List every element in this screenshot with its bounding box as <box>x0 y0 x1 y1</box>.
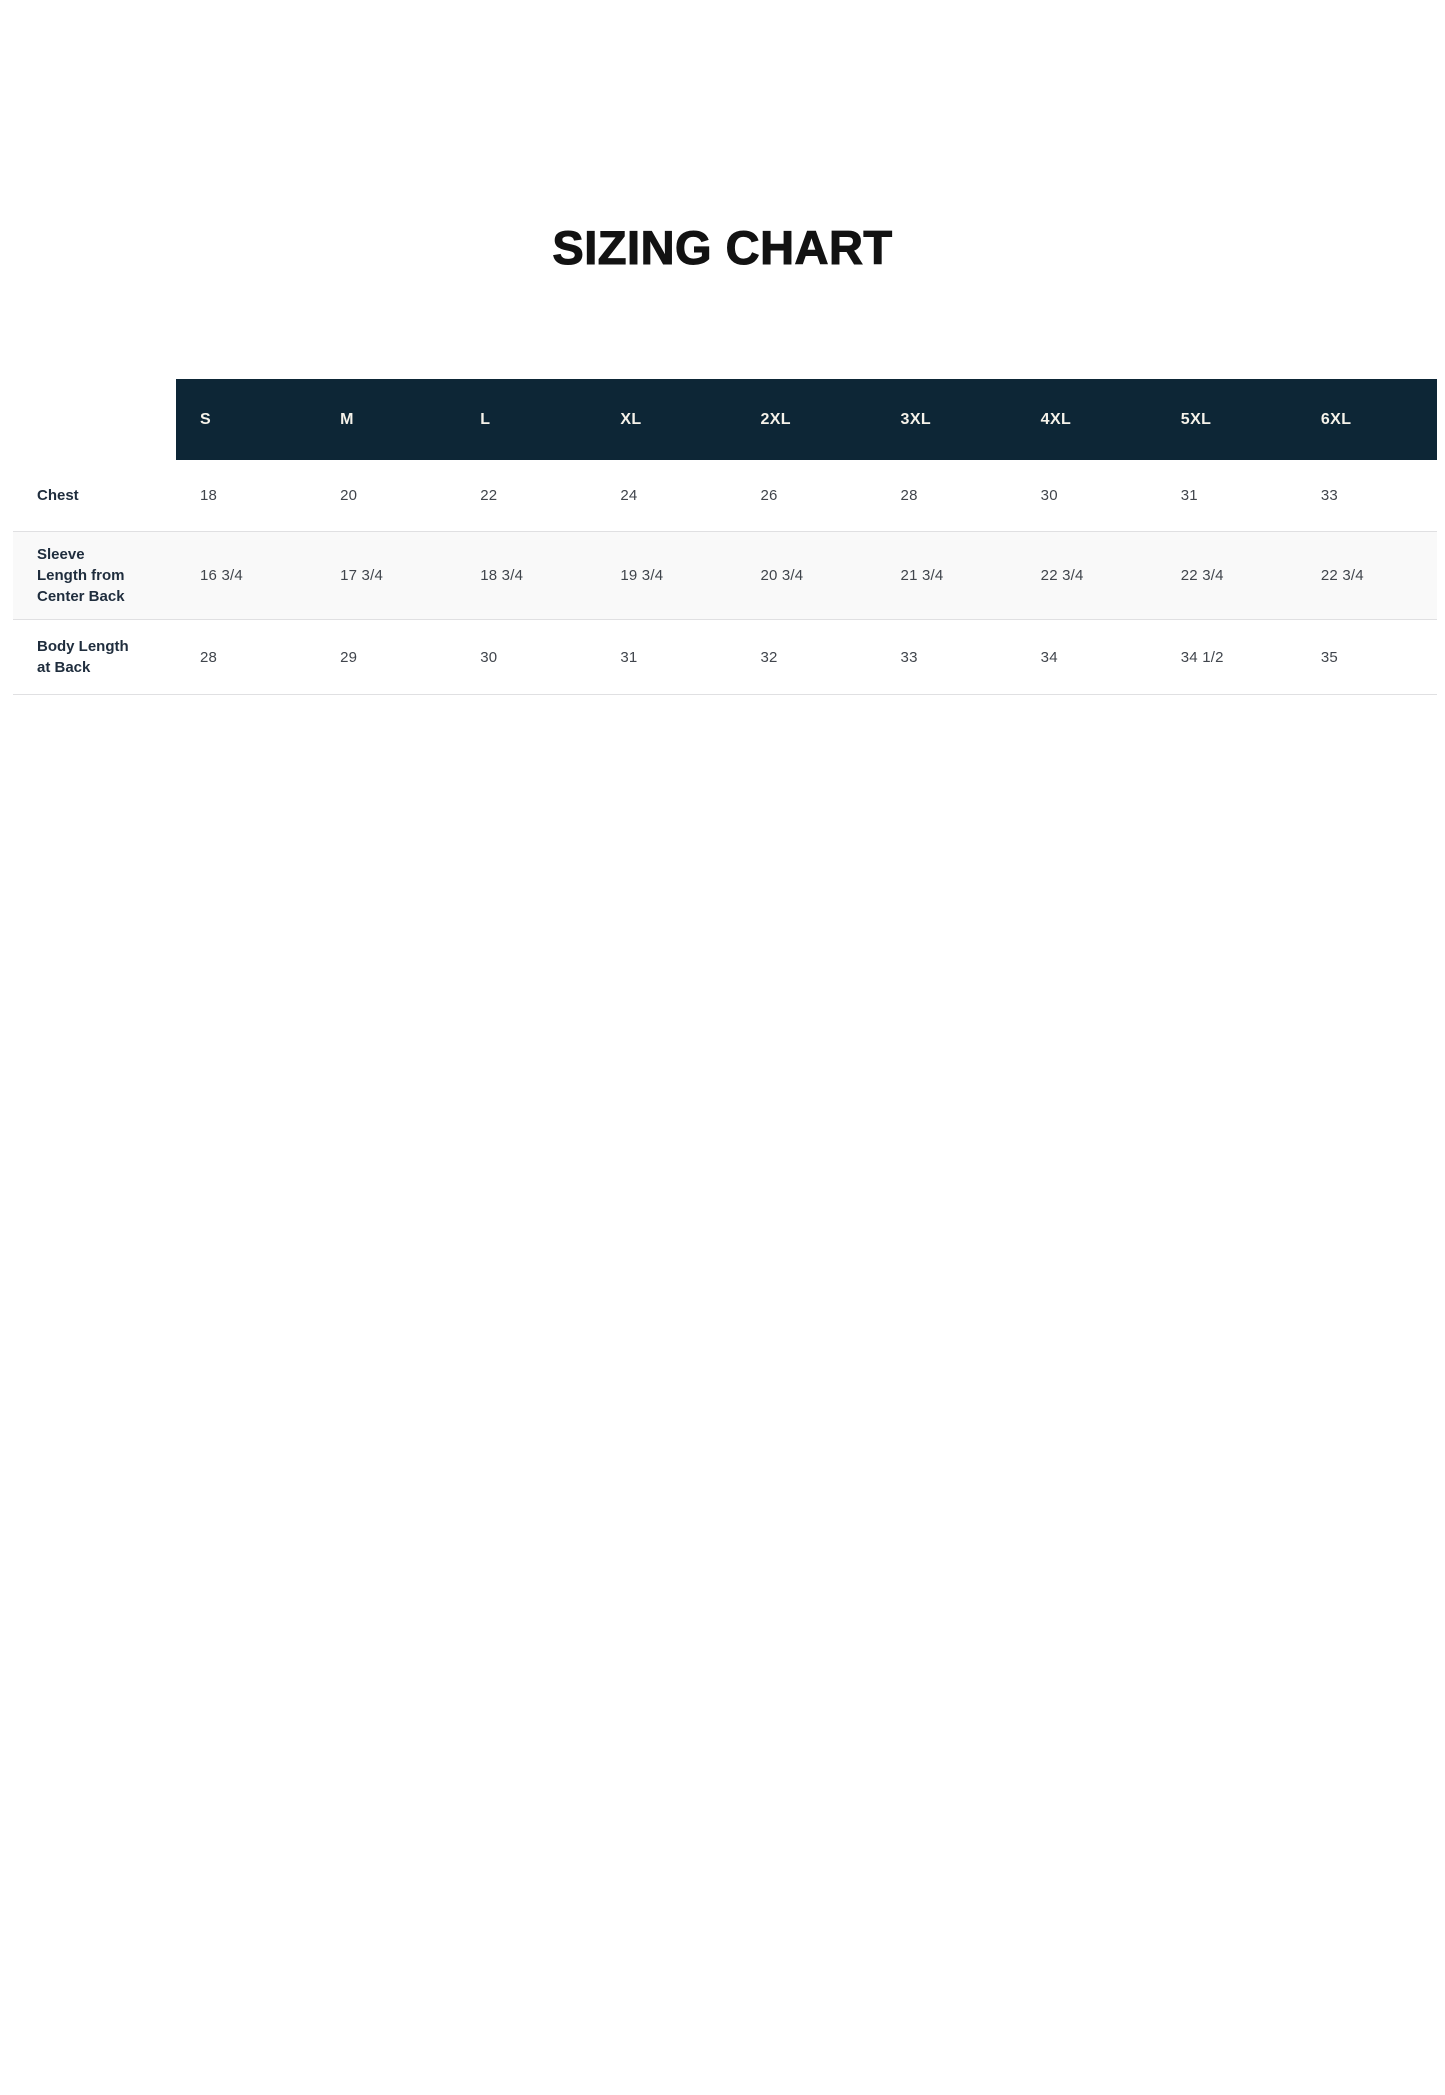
cell-value: 24 <box>620 487 638 504</box>
cell-value: 26 <box>760 487 778 504</box>
cell-value: 34 <box>1040 648 1058 666</box>
cell-value: 22 3/4 <box>1320 567 1364 584</box>
header-cell-5xl: 5XL <box>1157 379 1297 460</box>
row-label <box>13 624 176 690</box>
cell-value: 30 <box>480 648 498 666</box>
cell-value: 28 <box>900 487 918 504</box>
cell-value: 32 <box>760 648 778 666</box>
table-row-chest <box>13 460 1437 532</box>
row-label-text: Sleeve Length from Center Back <box>37 546 125 605</box>
cell-value: 35 <box>1320 648 1338 666</box>
cell-value: 31 <box>1180 487 1198 504</box>
cell-value: 21 3/4 <box>900 567 944 584</box>
cell-value: 34 1/2 <box>1180 648 1224 666</box>
table-row-sleeve-length <box>13 532 1437 620</box>
header-cell-xl: XL <box>596 379 736 460</box>
header-cell-l: L <box>456 379 596 460</box>
cell-value: 33 <box>900 648 918 666</box>
row-label <box>13 532 176 619</box>
cell-value: 16 3/4 <box>200 567 243 584</box>
cell-value: 28 <box>200 648 218 666</box>
row-label <box>13 473 176 518</box>
table-row-body-length <box>13 620 1437 695</box>
cell-value: 31 <box>620 648 638 666</box>
cell-value: 33 <box>1320 487 1338 504</box>
row-label-text: Body Length at Back <box>37 638 129 676</box>
header-cell-6xl: 6XL <box>1297 379 1437 460</box>
header-spacer-cell <box>13 379 176 460</box>
cell-value: 20 3/4 <box>760 567 804 584</box>
cell-value: 22 <box>480 487 498 504</box>
header-cell-3xl: 3XL <box>877 379 1017 460</box>
page-title: SIZING CHART <box>552 221 893 274</box>
header-cell-s: S <box>176 379 316 460</box>
sizing-table <box>13 379 1437 695</box>
cell-value: 29 <box>340 648 358 666</box>
header-cell-4xl: 4XL <box>1017 379 1157 460</box>
cell-value: 17 3/4 <box>340 567 384 584</box>
cell-value: 18 <box>200 487 218 504</box>
cell-value: 22 3/4 <box>1040 567 1084 584</box>
header-cell-m: M <box>316 379 456 460</box>
cell-value: 20 <box>340 487 358 504</box>
cell-value: 18 3/4 <box>480 567 524 584</box>
header-cell-2xl: 2XL <box>736 379 876 460</box>
row-label-text: Chest <box>37 487 79 504</box>
cell-value: 19 3/4 <box>620 567 664 584</box>
cell-value: 22 3/4 <box>1180 567 1224 584</box>
table-header-row <box>13 379 1437 460</box>
cell-value: 30 <box>1040 487 1058 504</box>
